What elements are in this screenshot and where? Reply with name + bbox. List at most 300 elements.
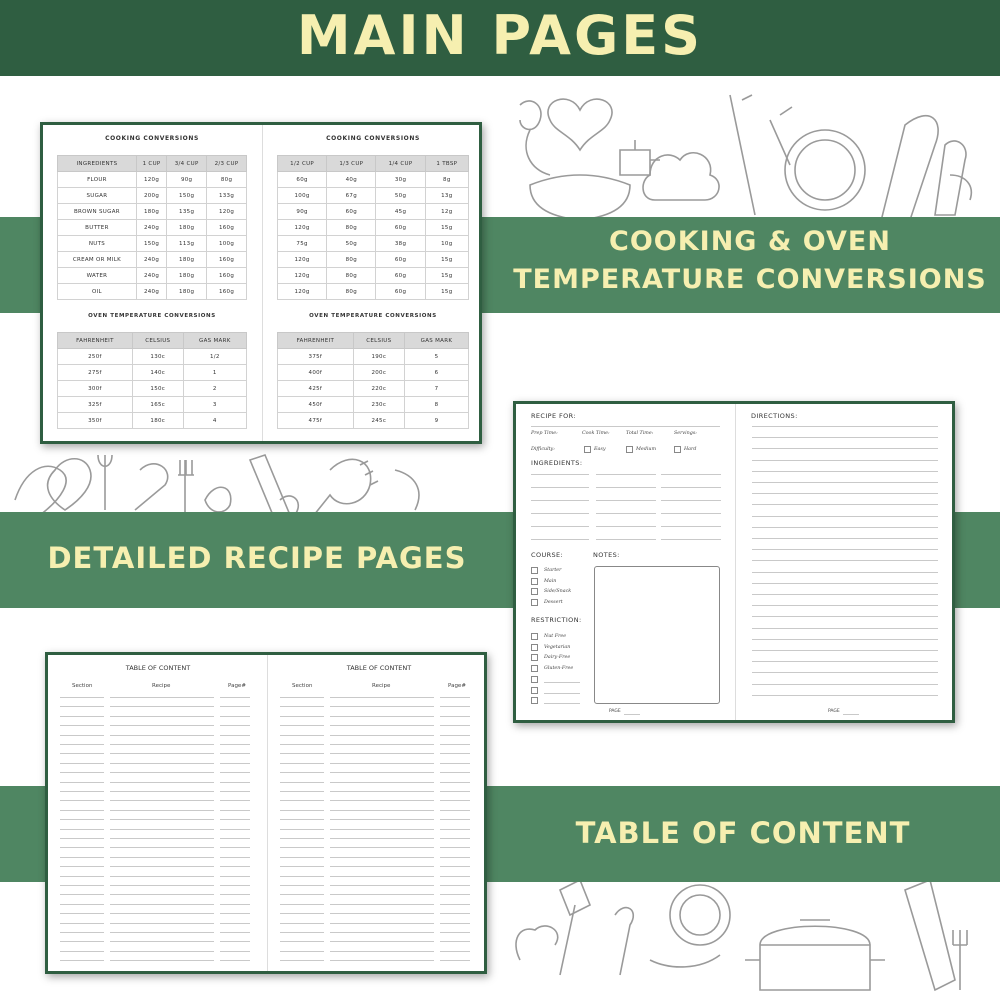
table-cell: 13g xyxy=(425,188,468,204)
table-row xyxy=(58,397,247,413)
table-row xyxy=(278,413,469,429)
toc-line xyxy=(110,819,214,820)
book-gutter xyxy=(735,404,736,720)
page-title: MAIN PAGES xyxy=(296,4,704,67)
toc-line xyxy=(60,697,104,698)
table-row xyxy=(278,172,469,188)
page-number-right: PAGE xyxy=(828,709,840,714)
toc-line xyxy=(60,800,104,801)
page-number-right-line xyxy=(843,714,859,715)
table-cell: 150c xyxy=(132,381,183,397)
toc-line xyxy=(110,923,214,924)
prep-time-label: Prep Time: xyxy=(531,431,558,436)
table-cell: 113g xyxy=(167,236,207,252)
direction-line xyxy=(752,426,938,427)
blank-option-line xyxy=(544,682,580,683)
restriction-label: RESTRICTION: xyxy=(531,616,582,624)
table-header-cell: GAS MARK xyxy=(183,333,246,349)
directions-label: DIRECTIONS: xyxy=(751,412,798,420)
table-cell: 60g xyxy=(376,220,425,236)
table-cell: 160g xyxy=(207,284,247,300)
toc-line xyxy=(60,885,104,886)
table-row xyxy=(58,252,247,268)
toc-line xyxy=(110,800,214,801)
difficulty-label: Difficulty: xyxy=(531,447,555,452)
table-cell: 45g xyxy=(376,204,425,220)
toc-line xyxy=(60,894,104,895)
table-row xyxy=(58,413,247,429)
direction-line xyxy=(752,605,938,606)
toc-line xyxy=(220,800,250,801)
option-checkbox[interactable] xyxy=(531,578,538,585)
toc-line xyxy=(60,932,104,933)
toc-line xyxy=(220,904,250,905)
ingredient-line xyxy=(596,539,656,540)
direction-line xyxy=(752,661,938,662)
toc-line xyxy=(440,951,470,952)
toc-line xyxy=(440,706,470,707)
toc-line xyxy=(60,876,104,877)
table-cell: 245c xyxy=(353,413,404,429)
toc-line xyxy=(60,763,104,764)
toc-line xyxy=(220,885,250,886)
toc-line xyxy=(440,913,470,914)
toc-line xyxy=(330,951,434,952)
oven-conversions-title-left: OVEN TEMPERATURE CONVERSIONS xyxy=(88,313,216,319)
toc-line xyxy=(330,904,434,905)
toc-line xyxy=(330,866,434,867)
toc-line xyxy=(440,800,470,801)
difficulty-medium-checkbox[interactable] xyxy=(626,446,633,453)
toc-line xyxy=(220,876,250,877)
table-cell: 120g xyxy=(278,252,327,268)
table-header-cell: GAS MARK xyxy=(404,333,468,349)
table-cell: BUTTER xyxy=(58,220,137,236)
table-cell: 120g xyxy=(207,204,247,220)
toc-line xyxy=(440,819,470,820)
toc-line xyxy=(280,904,324,905)
toc-line xyxy=(110,706,214,707)
toc-line xyxy=(280,829,324,830)
option-checkbox[interactable] xyxy=(531,633,538,640)
table-cell: BROWN SUGAR xyxy=(58,204,137,220)
toc-line xyxy=(110,763,214,764)
ingredient-line xyxy=(661,500,721,501)
table-cell: 230c xyxy=(353,397,404,413)
ingredient-line xyxy=(661,513,721,514)
toc-line xyxy=(440,697,470,698)
ingredient-line xyxy=(596,500,656,501)
table-row xyxy=(278,397,469,413)
option-checkbox[interactable] xyxy=(531,665,538,672)
toc-line xyxy=(330,725,434,726)
toc-col-section-right: Section xyxy=(292,683,313,689)
table-cell: 475f xyxy=(278,413,354,429)
toc-line xyxy=(280,885,324,886)
table-header-cell: FAHRENHEIT xyxy=(58,333,133,349)
difficulty-hard-checkbox[interactable] xyxy=(674,446,681,453)
toc-line xyxy=(440,960,470,961)
toc-line xyxy=(330,876,434,877)
option-checkbox[interactable] xyxy=(531,654,538,661)
table-cell: 90g xyxy=(167,172,207,188)
table-cell: 7 xyxy=(404,381,468,397)
difficulty-medium-label: Medium xyxy=(636,447,656,452)
toc-line xyxy=(280,772,324,773)
table-cell: 2 xyxy=(183,381,246,397)
toc-line xyxy=(440,885,470,886)
toc-line xyxy=(440,876,470,877)
toc-line xyxy=(60,951,104,952)
recipe-spread xyxy=(513,401,955,723)
difficulty-easy-checkbox[interactable] xyxy=(584,446,591,453)
toc-line xyxy=(110,951,214,952)
toc-line xyxy=(110,735,214,736)
table-cell: 50g xyxy=(327,236,376,252)
toc-line xyxy=(330,753,434,754)
table-cell: 135g xyxy=(167,204,207,220)
toc-line xyxy=(110,725,214,726)
blank-option-line xyxy=(544,703,580,704)
toc-line xyxy=(220,716,250,717)
toc-line xyxy=(110,847,214,848)
direction-line xyxy=(752,549,938,550)
toc-line xyxy=(280,706,324,707)
table-cell: 240g xyxy=(136,268,166,284)
toc-line xyxy=(280,857,324,858)
toc-line xyxy=(110,697,214,698)
toc-line xyxy=(220,894,250,895)
toc-line xyxy=(280,716,324,717)
table-cell: 180c xyxy=(132,413,183,429)
toc-line xyxy=(60,753,104,754)
toc-line xyxy=(110,838,214,839)
toc-line xyxy=(440,894,470,895)
table-cell: 200g xyxy=(136,188,166,204)
cooking-conversions-table-left xyxy=(57,155,247,300)
ingredient-line xyxy=(661,539,721,540)
table-cell: 165c xyxy=(132,397,183,413)
toc-line xyxy=(220,725,250,726)
table-header-cell: 1/2 CUP xyxy=(278,156,327,172)
table-cell: 9 xyxy=(404,413,468,429)
page-number-left-line xyxy=(624,714,640,715)
toc-line xyxy=(60,904,104,905)
toc-line xyxy=(220,744,250,745)
cooking-conversions-table-right xyxy=(277,155,469,300)
table-header-cell: 1 CUP xyxy=(136,156,166,172)
toc-line xyxy=(220,819,250,820)
ingredient-line xyxy=(531,487,589,488)
table-cell: 160g xyxy=(207,268,247,284)
toc-line xyxy=(330,960,434,961)
table-cell: WATER xyxy=(58,268,137,284)
direction-line xyxy=(752,583,938,584)
table-cell: 15g xyxy=(425,220,468,236)
page-number-left: PAGE xyxy=(609,709,621,714)
oven-conversions-table-right xyxy=(277,332,469,429)
direction-line xyxy=(752,594,938,595)
table-cell: 10g xyxy=(425,236,468,252)
table-row xyxy=(278,365,469,381)
table-row xyxy=(278,349,469,365)
table-row xyxy=(58,268,247,284)
ingredient-line xyxy=(531,526,589,527)
toc-line xyxy=(110,913,214,914)
direction-line xyxy=(752,672,938,673)
table-cell: 180g xyxy=(167,268,207,284)
toc-line xyxy=(330,716,434,717)
blank-option-checkbox[interactable] xyxy=(531,687,538,694)
table-cell: 6 xyxy=(404,365,468,381)
ingredient-line xyxy=(596,526,656,527)
option-checkbox[interactable] xyxy=(531,644,538,651)
ingredient-line xyxy=(596,513,656,514)
table-cell: 8 xyxy=(404,397,468,413)
course-label: COURSE: xyxy=(531,551,564,559)
toc-line xyxy=(280,753,324,754)
table-cell: 300f xyxy=(58,381,133,397)
difficulty-hard-label: Hard xyxy=(684,447,697,452)
table-cell: 250f xyxy=(58,349,133,365)
toc-line xyxy=(110,866,214,867)
table-cell: 150g xyxy=(167,188,207,204)
toc-spread xyxy=(45,652,487,974)
table-header-cell: 3/4 CUP xyxy=(167,156,207,172)
table-cell: 80g xyxy=(327,268,376,284)
toc-title-right: TABLE OF CONTENT xyxy=(346,664,412,672)
table-cell: 80g xyxy=(327,252,376,268)
toc-line xyxy=(110,782,214,783)
table-row xyxy=(58,188,247,204)
toc-line xyxy=(330,857,434,858)
toc-line xyxy=(110,876,214,877)
table-row xyxy=(278,220,469,236)
table-cell: 220c xyxy=(353,381,404,397)
table-cell: 180g xyxy=(167,284,207,300)
notes-box[interactable] xyxy=(594,566,720,704)
table-cell: 90g xyxy=(278,204,327,220)
option-label: Vegetarian xyxy=(544,644,571,650)
blank-option-checkbox[interactable] xyxy=(531,676,538,683)
table-cell: 38g xyxy=(376,236,425,252)
ingredient-line xyxy=(531,500,589,501)
table-cell: 80g xyxy=(207,172,247,188)
ingredient-line xyxy=(531,513,589,514)
table-cell: 130c xyxy=(132,349,183,365)
toc-line xyxy=(280,941,324,942)
servings-label: Servings: xyxy=(674,431,697,436)
table-cell: 150g xyxy=(136,236,166,252)
ingredients-label: INGREDIENTS: xyxy=(531,459,583,467)
toc-line xyxy=(330,941,434,942)
table-cell: 275f xyxy=(58,365,133,381)
toc-line xyxy=(280,810,324,811)
toc-line xyxy=(110,960,214,961)
toc-line xyxy=(280,913,324,914)
table-cell: 12g xyxy=(425,204,468,220)
toc-line xyxy=(110,829,214,830)
table-cell: 60g xyxy=(376,284,425,300)
total-time-label: Total Time: xyxy=(626,431,654,436)
cook-time-label: Cook Time: xyxy=(582,431,610,436)
cooking-conversions-title-left: COOKING CONVERSIONS xyxy=(105,135,199,142)
direction-line xyxy=(752,560,938,561)
toc-line xyxy=(440,772,470,773)
direction-line xyxy=(752,616,938,617)
toc-line xyxy=(110,810,214,811)
toc-line xyxy=(280,819,324,820)
toc-line xyxy=(280,791,324,792)
toc-col-recipe-left: Recipe xyxy=(152,683,171,689)
table-row xyxy=(278,268,469,284)
option-label: Starter xyxy=(544,568,562,573)
toc-line xyxy=(280,866,324,867)
toc-line xyxy=(330,894,434,895)
table-cell: 120g xyxy=(136,172,166,188)
table-cell: 240g xyxy=(136,284,166,300)
toc-line xyxy=(280,697,324,698)
toc-line xyxy=(220,772,250,773)
blank-option-checkbox[interactable] xyxy=(531,697,538,704)
table-cell: 15g xyxy=(425,252,468,268)
toc-line xyxy=(440,829,470,830)
direction-line xyxy=(752,437,938,438)
table-cell: FLOUR xyxy=(58,172,137,188)
toc-line xyxy=(280,960,324,961)
toc-line xyxy=(220,706,250,707)
toc-line xyxy=(330,885,434,886)
band-toc-text: TABLE OF CONTENT xyxy=(575,816,911,850)
toc-line xyxy=(110,932,214,933)
toc-line xyxy=(60,923,104,924)
toc-line xyxy=(110,894,214,895)
toc-line xyxy=(220,847,250,848)
toc-line xyxy=(440,866,470,867)
table-cell: 120g xyxy=(278,268,327,284)
table-cell: 160g xyxy=(207,252,247,268)
book-gutter xyxy=(262,125,263,441)
ingredient-line xyxy=(596,474,656,475)
table-header-cell: 1/4 CUP xyxy=(376,156,425,172)
toc-line xyxy=(60,706,104,707)
book-gutter xyxy=(267,655,268,971)
toc-col-recipe-right: Recipe xyxy=(372,683,391,689)
toc-line xyxy=(60,735,104,736)
table-cell: 15g xyxy=(425,284,468,300)
toc-line xyxy=(220,735,250,736)
toc-line xyxy=(220,810,250,811)
table-cell: 60g xyxy=(376,268,425,284)
toc-line xyxy=(220,763,250,764)
band-conversions-line2: TEMPERATURE CONVERSIONS xyxy=(513,264,987,295)
direction-line xyxy=(752,516,938,517)
direction-line xyxy=(752,695,938,696)
table-cell: 60g xyxy=(327,204,376,220)
option-label: Side/Snack xyxy=(544,589,572,595)
table-cell: 180g xyxy=(167,252,207,268)
table-cell: 140c xyxy=(132,365,183,381)
toc-line xyxy=(330,697,434,698)
toc-line xyxy=(330,847,434,848)
toc-line xyxy=(220,782,250,783)
toc-line xyxy=(220,838,250,839)
table-header-cell: INGREDIENTS xyxy=(58,156,137,172)
toc-line xyxy=(440,725,470,726)
toc-line xyxy=(440,923,470,924)
toc-line xyxy=(110,941,214,942)
toc-line xyxy=(280,894,324,895)
toc-line xyxy=(330,829,434,830)
toc-line xyxy=(280,838,324,839)
toc-line xyxy=(60,716,104,717)
toc-line xyxy=(440,857,470,858)
table-cell: 80g xyxy=(327,284,376,300)
toc-line xyxy=(110,885,214,886)
recipe-for-label: RECIPE FOR: xyxy=(531,412,576,420)
table-cell: OIL xyxy=(58,284,137,300)
toc-line xyxy=(220,829,250,830)
table-row xyxy=(58,236,247,252)
toc-col-page-right: Page# xyxy=(448,683,466,689)
table-cell: 67g xyxy=(327,188,376,204)
toc-line xyxy=(60,857,104,858)
table-cell: 1/2 xyxy=(183,349,246,365)
toc-line xyxy=(440,763,470,764)
table-row xyxy=(58,381,247,397)
table-cell: 133g xyxy=(207,188,247,204)
ingredient-line xyxy=(596,487,656,488)
toc-line xyxy=(220,866,250,867)
ingredient-line xyxy=(661,487,721,488)
table-cell: 8g xyxy=(425,172,468,188)
ingredient-line xyxy=(661,474,721,475)
toc-line xyxy=(110,744,214,745)
toc-line xyxy=(60,866,104,867)
toc-line xyxy=(220,932,250,933)
toc-line xyxy=(110,904,214,905)
toc-line xyxy=(60,829,104,830)
toc-line xyxy=(110,772,214,773)
table-cell: 60g xyxy=(278,172,327,188)
table-cell: 120g xyxy=(278,284,327,300)
option-checkbox[interactable] xyxy=(531,567,538,574)
toc-line xyxy=(60,847,104,848)
table-cell: 1 xyxy=(183,365,246,381)
table-row xyxy=(58,284,247,300)
toc-line xyxy=(330,913,434,914)
table-header-cell: 1 TBSP xyxy=(425,156,468,172)
toc-line xyxy=(280,876,324,877)
toc-line xyxy=(280,763,324,764)
toc-line xyxy=(440,716,470,717)
toc-line xyxy=(330,706,434,707)
toc-col-page-left: Page# xyxy=(228,683,246,689)
toc-line xyxy=(330,810,434,811)
table-cell: 240g xyxy=(136,220,166,236)
option-checkbox[interactable] xyxy=(531,599,538,606)
option-checkbox[interactable] xyxy=(531,588,538,595)
toc-line xyxy=(280,923,324,924)
toc-line xyxy=(60,838,104,839)
toc-line xyxy=(330,791,434,792)
toc-line xyxy=(60,941,104,942)
table-cell: 425f xyxy=(278,381,354,397)
toc-line xyxy=(440,753,470,754)
toc-line xyxy=(440,735,470,736)
table-cell: 40g xyxy=(327,172,376,188)
conversions-spread xyxy=(40,122,482,444)
